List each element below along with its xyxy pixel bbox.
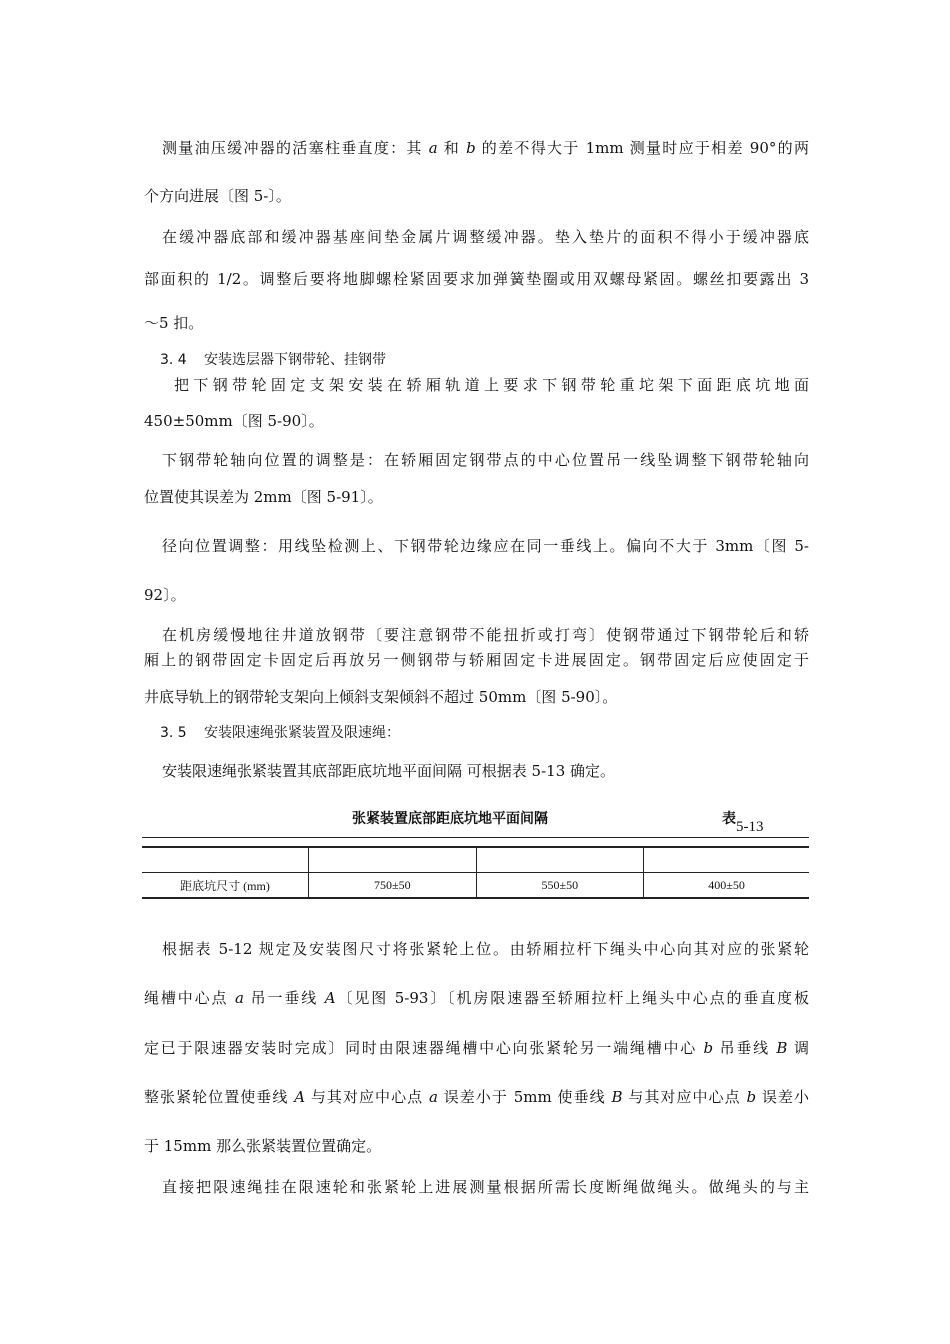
paragraph-8-line-4: 整张紧轮位置使垂线 A 与其对应中心点 a 误差小于 5mm 使垂线 B 与其对应中心点 b 误差小 [144, 1088, 809, 1106]
paragraph-9-line-1: 直接把限速绳挂在限速轮和张紧轮上进展测量根据所需长度断绳做绳头。做绳头的与主 [162, 1178, 809, 1196]
paragraph-4-line-2: 位置使其误差为 2mm〔图 5-91〕。 [144, 488, 383, 506]
paragraph-8-line-5: 于 15mm 那么张紧装置位置确定。 [144, 1137, 382, 1155]
paragraph-2-line-1: 在缓冲器底部和缓冲器基座间垫金属片调整缓冲器。垫入垫片的面积不得小于缓冲器底 [162, 228, 809, 246]
table-cell: 400±50 [644, 873, 809, 899]
table-cell: 550±50 [476, 873, 644, 899]
table-row-label: 距底坑尺寸 (mm) [142, 873, 309, 899]
section-number: 3. 5 [160, 725, 187, 741]
paragraph-6-line-3: 井底导轨上的钢带轮支架向上倾斜支架倾斜不超过 50mm〔图 5-90〕。 [144, 688, 618, 706]
table-top-rule [142, 837, 809, 838]
table-number-value: 5-13 [736, 819, 764, 835]
section-heading-3-4 [160, 349, 386, 369]
paragraph-6-line-2: 厢上的钢带固定卡固定后再放另一侧钢带与轿厢固定卡进展固定。钢带固定后应使固定于 [144, 651, 809, 669]
table-header-cell [644, 847, 809, 873]
paragraph-3-line-1: 把下钢带轮固定支架安装在轿厢轨道上要求下钢带轮重坨架下面距底坑地面 [174, 376, 809, 394]
table-caption: 张紧装置底部距底坑地平面间隔 [352, 811, 548, 827]
paragraph-3-line-2: 450±50mm〔图 5-90〕。 [144, 412, 324, 430]
paragraph-1-line-2: 个方向进展〔图 5-〕。 [144, 187, 291, 205]
paragraph-1-line-1: 测量油压缓冲器的活塞柱垂直度：其 a 和 b 的差不得大于 1mm 测量时应于相差 90°的两 [162, 139, 809, 157]
table-header-cell [309, 847, 477, 873]
table-header-cell [142, 847, 309, 873]
paragraph-8-line-1: 根据表 5-12 规定及安装图尺寸将张紧轮上位。由轿厢拉杆下绳头中心向其对应的张紧轮 [162, 940, 809, 958]
paragraph-6-line-1: 在机房缓慢地往井道放钢带〔要注意钢带不能扭折或打弯〕使钢带通过下钢带轮后和轿 [162, 626, 809, 644]
table-row [142, 873, 809, 899]
paragraph-2-line-2: 部面积的 1/2。调整后要将地脚螺栓紧固要求加弹簧垫圈或用双螺母紧固。螺丝扣要露出 3 [144, 270, 809, 288]
paragraph-2-line-3: ～5 扣。 [144, 314, 204, 332]
table-number [722, 808, 764, 835]
table-label: 表 [722, 811, 736, 827]
paragraph-8-line-2: 绳槽中心点 a 吊一垂线 A〔见图 5-93〕〔机房限速器至轿厢拉杆上绳头中心点的垂直度板 [144, 989, 809, 1007]
paragraph-5-line-1: 径向位置调整：用线坠检测上、下钢带轮边缘应在同一垂线上。偏向不大于 3mm〔图 5- [162, 537, 809, 555]
paragraph-8-line-3: 定已于限速器安装时完成〕同时由限速器绳槽中心向张紧轮另一端绳槽中心 b 吊垂线 B 调 [144, 1039, 809, 1057]
table-header-row [142, 847, 809, 873]
distance-table [142, 846, 809, 899]
paragraph-5-line-2: 92〕。 [144, 586, 186, 604]
table-cell: 750±50 [309, 873, 477, 899]
paragraph-7: 安装限速绳张紧装置其底部距底坑地平面间隔 可根据表 5-13 确定。 [162, 762, 616, 780]
table-header-cell [476, 847, 644, 873]
section-title: 安装选层器下钢带轮、挂钢带 [204, 352, 386, 368]
paragraph-4-line-1: 下钢带轮轴向位置的调整是：在轿厢固定钢带点的中心位置吊一线坠调整下钢带轮轴向 [162, 451, 809, 469]
section-number: 3. 4 [160, 352, 187, 368]
section-heading-3-5 [160, 722, 400, 742]
section-title: 安装限速绳张紧装置及限速绳： [204, 725, 400, 741]
